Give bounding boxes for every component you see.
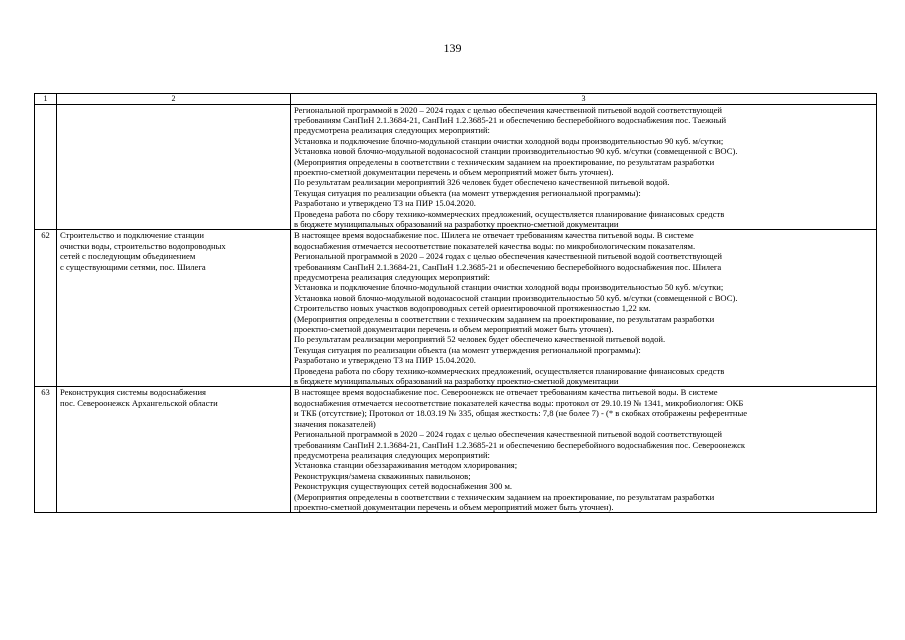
description-line: Разработано и утверждено ТЗ на ПИР 15.04.2020. bbox=[294, 355, 476, 366]
object-name-line: с существующими сетями, пос. Шилега bbox=[60, 261, 206, 272]
measures-table bbox=[34, 93, 877, 513]
table-row bbox=[35, 387, 877, 513]
row-object-name bbox=[57, 387, 291, 513]
object-name-line: очистки воды, строительство водопроводных bbox=[60, 240, 226, 251]
description-line: предусмотрена реализация следующих мероприятий: bbox=[294, 272, 490, 282]
row-description bbox=[291, 387, 877, 513]
row-number: 62 bbox=[35, 230, 57, 387]
description-line: Установка новой блочно-модульной водонасосной станции производительностью 50 куб. м/сутки (совмещенной с ВОС). bbox=[294, 292, 738, 303]
description-line: Установка новой блочно-модульной водонасосной станции производительностью 90 куб. м/сутки (совмещенной с ВОС). bbox=[294, 146, 738, 157]
description-line: в бюджете муниципальных образований на разработку проектно-сметной документации bbox=[294, 218, 619, 229]
description-line: в бюджете муниципальных образований на разработку проектно-сметной документации bbox=[294, 376, 619, 387]
row-number bbox=[35, 104, 57, 230]
header-col-description: 3 bbox=[291, 94, 877, 105]
description-line: По результатам реализации мероприятий 52 человек будет обеспечено качественной питьевой водой. bbox=[294, 334, 666, 345]
row-description bbox=[291, 104, 877, 230]
object-name-line: сетей с последующим объединением bbox=[60, 251, 196, 262]
description-line: Установка и подключение блочно-модульной станции очистки холодной воды производительностью 50 куб. м/сутки; bbox=[294, 282, 724, 293]
description-line: (Мероприятия определены в соответствии с техническим заданием на проектирование, по результатам разработки bbox=[294, 313, 715, 324]
description-line: значения показателей) bbox=[294, 418, 376, 429]
row-object-name bbox=[57, 104, 291, 230]
description-line: требованиям СанПиН 2.1.3684-21, СанПиН 1.2.3685-21 и обеспечению бесперебойного водоснабжения пос. Шилега bbox=[294, 261, 722, 272]
row-number: 63 bbox=[35, 387, 57, 513]
description-line: Региональной программой в 2020 – 2024 годах с целью обеспечения качественной питьевой водой соответствующей bbox=[294, 251, 722, 262]
description-line: Разработано и утверждено ТЗ на ПИР 15.04.2020. bbox=[294, 198, 476, 209]
description-line: Реконструкция существующих сетей водоснабжения 300 м. bbox=[294, 481, 513, 492]
description-line: и ТКБ (отсутствие); Протокол от 18.03.19 № 335, общая жесткость: 7,8 (не более 7) - (* в скобках отображены референтные bbox=[294, 408, 748, 419]
description-line: предусмотрена реализация следующих мероприятий: bbox=[294, 449, 490, 460]
description-line: проектно-сметной документации перечень и объем мероприятий может быть уточнен). bbox=[294, 166, 614, 177]
row-object-name bbox=[57, 230, 291, 387]
description-line: Текущая ситуация по реализации объекта (на момент утверждения региональной программы): bbox=[294, 344, 641, 355]
description-line: требованиям СанПиН 2.1.3684-21, СанПиН 1.2.3685-21 и обеспечению бесперебойного водоснабжения пос. Североонежск bbox=[294, 439, 746, 450]
description-line: водоснабжения отмечается несоответствие показателей качества воды: по микробиологическим показателям. bbox=[294, 240, 696, 251]
description-line: Проведена работа по сбору технико-коммерческих предложений, осуществляется планирование финансовых средств bbox=[294, 365, 725, 376]
description-line: В настоящее время водоснабжение пос. Шилега не отвечает требованиям качества питьевой воды. В системе bbox=[294, 230, 694, 241]
description-line: требованиям СанПиН 2.1.3684-21, СанПиН 1.2.3685-21 и обеспечению бесперебойного водоснабжения пос. Таежный bbox=[294, 114, 727, 125]
table-header-row bbox=[35, 94, 877, 105]
row-description bbox=[291, 230, 877, 387]
header-col-name: 2 bbox=[57, 94, 291, 105]
description-line: Установка и подключение блочно-модульной станции очистки холодной воды производительностью 90 куб. м/сутки; bbox=[294, 135, 724, 146]
description-line: водоснабжения отмечается несоответствие показателей качества воды: протокол от 29.10.19 № 1341, микробиология: ОКБ bbox=[294, 397, 744, 408]
description-line: Реконструкция/замена скважинных павильонов; bbox=[294, 470, 471, 481]
description-line: Строительство новых участков водопроводных сетей ориентировочной протяженностью 1,22 км. bbox=[294, 303, 651, 314]
object-name-line: Строительство и подключение станции bbox=[60, 230, 204, 241]
table-row bbox=[35, 104, 877, 230]
description-line: Проведена работа по сбору технико-коммерческих предложений, осуществляется планирование финансовых средств bbox=[294, 208, 725, 219]
object-name-line: пос. Североонежск Архангельской области bbox=[60, 397, 218, 408]
description-line: Установка станции обеззараживания методом хлорирования; bbox=[294, 460, 518, 471]
description-line: По результатам реализации мероприятий 326 человек будет обеспечено качественной питьевой водой. bbox=[294, 177, 670, 188]
object-name-line: Реконструкция системы водоснабжения bbox=[60, 387, 207, 398]
header-col-number: 1 bbox=[35, 94, 57, 105]
description-line: Текущая ситуация по реализации объекта (на момент утверждения региональной программы): bbox=[294, 187, 641, 198]
description-line: Региональной программой в 2020 – 2024 годах с целью обеспечения качественной питьевой водой соответствующей bbox=[294, 104, 722, 115]
description-line: (Мероприятия определены в соответствии с техническим заданием на проектирование, по результатам разработки bbox=[294, 156, 715, 167]
page-number: 139 bbox=[443, 41, 462, 55]
description-line: Региональной программой в 2020 – 2024 годах с целью обеспечения качественной питьевой водой соответствующей bbox=[294, 429, 722, 440]
table-row bbox=[35, 230, 877, 387]
description-line: В настоящее время водоснабжение пос. Североонежск не отвечает требованиям качества питьевой воды. В системе bbox=[294, 387, 718, 398]
description-line: (Мероприятия определены в соответствии с техническим заданием на проектирование, по результатам разработки bbox=[294, 491, 715, 502]
description-line: проектно-сметной документации перечень и объем мероприятий может быть уточнен). bbox=[294, 324, 614, 335]
description-line: предусмотрена реализация следующих мероприятий: bbox=[294, 125, 490, 136]
description-line: проектно-сметной документации перечень и объем мероприятий может быть уточнен). bbox=[294, 501, 614, 512]
